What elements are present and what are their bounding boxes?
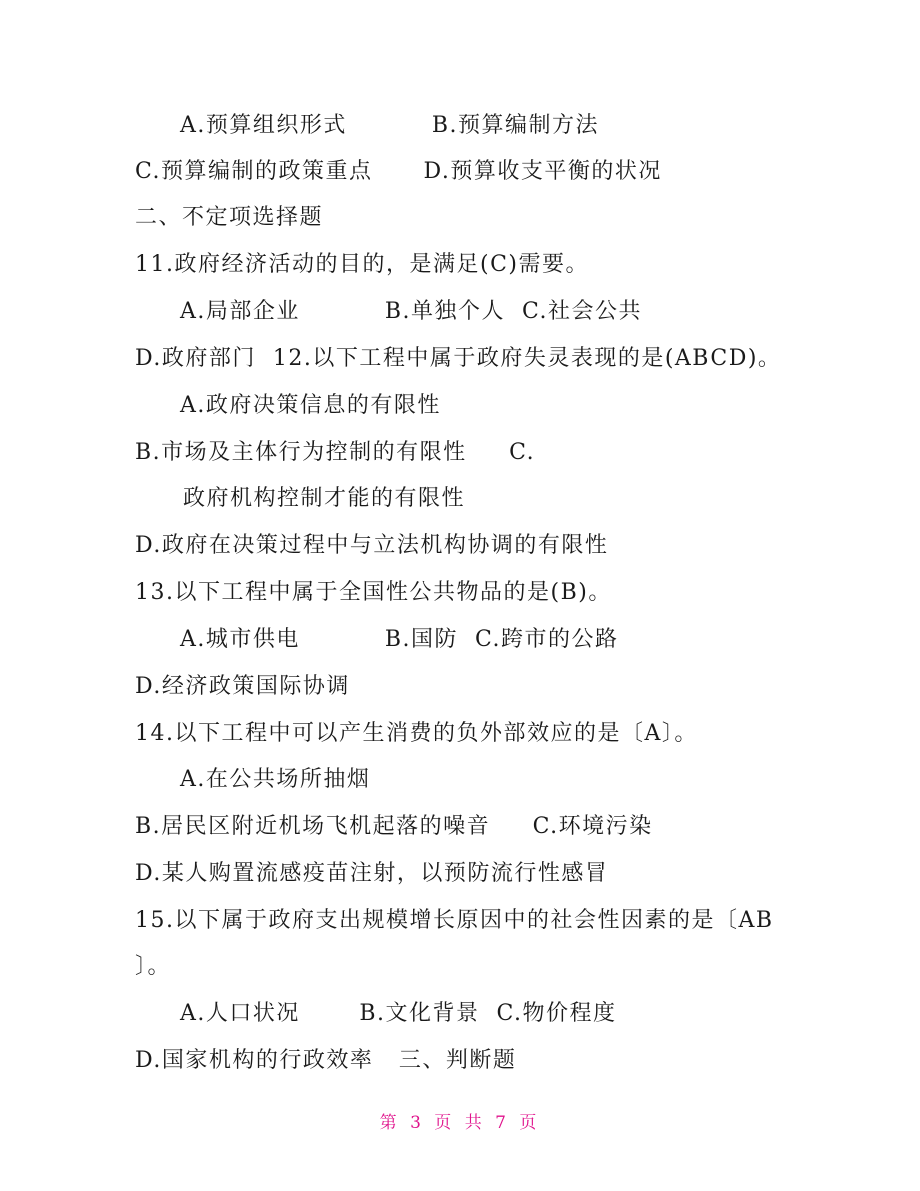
option-line: A.政府决策信息的有限性 bbox=[180, 393, 441, 418]
question-15: 15.以下属于政府支出规模增长原因中的社会性因素的是〔AB bbox=[135, 908, 774, 933]
question-11: 11.政府经济活动的目的，是满足(C)需要。 bbox=[135, 252, 589, 277]
options-line: A.城市供电 B.国防 C.跨市的公路 bbox=[180, 627, 619, 652]
question-15-continuation: 〕。 bbox=[135, 954, 172, 979]
text-line: A.预算组织形式 B.预算编制方法 bbox=[180, 113, 599, 138]
question-14: 14.以下工程中可以产生消费的负外部效应的是〔A〕。 bbox=[135, 721, 698, 746]
text-line: C.预算编制的政策重点 D.预算收支平衡的状况 bbox=[135, 159, 662, 184]
page-number-footer: 第 3 页 共 7 页 bbox=[379, 1113, 541, 1133]
option-line: D.政府在决策过程中与立法机构协调的有限性 bbox=[135, 533, 609, 558]
option-line: B.市场及主体行为控制的有限性 C. bbox=[135, 440, 536, 465]
options-line: A.人口状况 B.文化背景 C.物价程度 bbox=[180, 1001, 617, 1026]
section-heading: 二、不定项选择题 bbox=[135, 205, 324, 230]
option-line: B.居民区附近机场飞机起落的噪音 C.环境污染 bbox=[135, 814, 653, 839]
option-line: A.在公共场所抽烟 bbox=[180, 767, 371, 792]
question-13: 13.以下工程中属于全国性公共物品的是(B)。 bbox=[135, 580, 612, 605]
option-line: D.国家机构的行政效率 三、判断题 bbox=[135, 1048, 517, 1073]
options-line: A.局部企业 B.单独个人 C.社会公共 bbox=[180, 299, 643, 324]
option-line: D.经济政策国际协调 bbox=[135, 674, 350, 699]
option-line: 政府机构控制才能的有限性 bbox=[183, 486, 466, 511]
question-12: D.政府部门 12.以下工程中属于政府失灵表现的是(ABCD)。 bbox=[135, 346, 782, 371]
option-line: D.某人购置流感疫苗注射，以预防流行性感冒 bbox=[135, 861, 609, 886]
